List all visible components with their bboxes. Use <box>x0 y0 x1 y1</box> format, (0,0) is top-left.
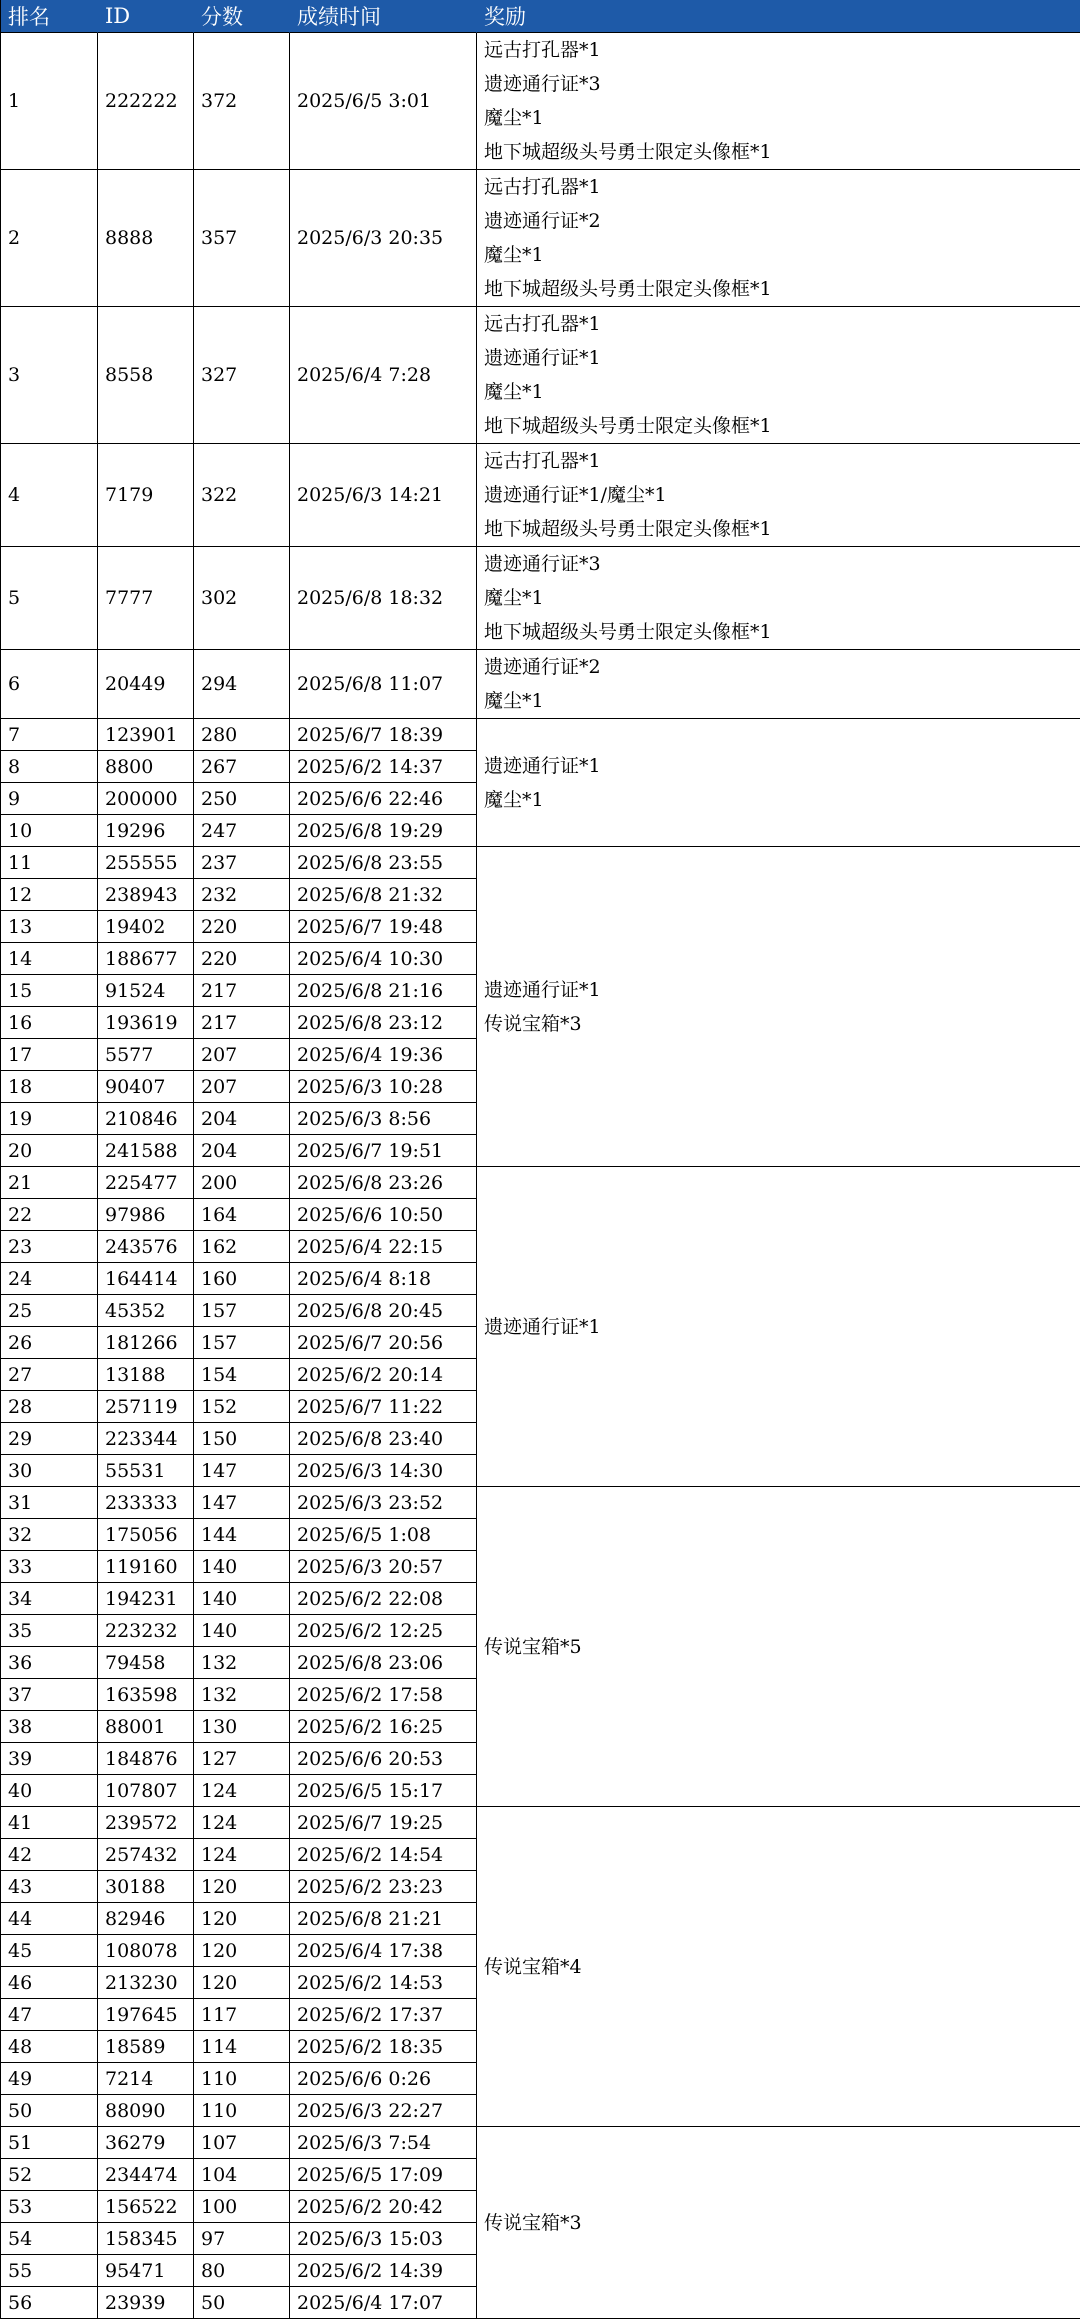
score-cell: 357 <box>194 170 290 307</box>
score-cell: 162 <box>194 1231 290 1263</box>
time-cell: 2025/6/2 14:39 <box>290 2255 477 2287</box>
id-cell: 243576 <box>98 1231 194 1263</box>
rank-cell: 48 <box>0 2031 98 2063</box>
rank-cell: 44 <box>0 1903 98 1935</box>
id-cell: 181266 <box>98 1327 194 1359</box>
score-cell: 120 <box>194 1871 290 1903</box>
id-cell: 163598 <box>98 1679 194 1711</box>
id-cell: 45352 <box>98 1295 194 1327</box>
id-cell: 188677 <box>98 943 194 975</box>
time-cell: 2025/6/3 10:28 <box>290 1071 477 1103</box>
time-cell: 2025/6/3 20:57 <box>290 1551 477 1583</box>
id-cell: 194231 <box>98 1583 194 1615</box>
score-cell: 152 <box>194 1391 290 1423</box>
id-cell: 8558 <box>98 307 194 444</box>
score-cell: 207 <box>194 1039 290 1071</box>
id-cell: 18589 <box>98 2031 194 2063</box>
time-cell: 2025/6/3 14:30 <box>290 1455 477 1487</box>
score-cell: 207 <box>194 1071 290 1103</box>
time-cell: 2025/6/7 19:48 <box>290 911 477 943</box>
reward-line: 魔尘*1 <box>484 788 544 811</box>
reward-line: 遗迹通行证*2 <box>484 210 601 232</box>
reward-line: 遗迹通行证*1 <box>484 978 601 1001</box>
id-cell: 19402 <box>98 911 194 943</box>
time-cell: 2025/6/8 23:06 <box>290 1647 477 1679</box>
reward-cell <box>477 1487 1080 1807</box>
id-cell: 13188 <box>98 1359 194 1391</box>
id-cell: 238943 <box>98 879 194 911</box>
id-cell: 158345 <box>98 2223 194 2255</box>
rank-cell: 41 <box>0 1807 98 1839</box>
id-cell: 8888 <box>98 170 194 307</box>
score-cell: 120 <box>194 1935 290 1967</box>
id-cell: 7214 <box>98 2063 194 2095</box>
id-cell: 222222 <box>98 33 194 170</box>
score-cell: 302 <box>194 547 290 650</box>
time-cell: 2025/6/2 12:25 <box>290 1615 477 1647</box>
time-cell: 2025/6/8 19:29 <box>290 815 477 847</box>
rank-cell: 46 <box>0 1967 98 1999</box>
rank-cell: 52 <box>0 2159 98 2191</box>
reward-line: 地下城超级头号勇士限定头像框*1 <box>484 141 772 163</box>
time-cell: 2025/6/6 10:50 <box>290 1199 477 1231</box>
id-cell: 223344 <box>98 1423 194 1455</box>
reward-line: 遗迹通行证*3 <box>484 553 601 575</box>
id-cell: 90407 <box>98 1071 194 1103</box>
time-cell: 2025/6/4 19:36 <box>290 1039 477 1071</box>
reward-cell <box>477 444 1080 547</box>
header-score: 分数 <box>194 0 290 33</box>
time-cell: 2025/6/8 21:32 <box>290 879 477 911</box>
time-cell: 2025/6/6 20:53 <box>290 1743 477 1775</box>
reward-line: 远古打孔器*1 <box>484 450 601 472</box>
score-cell: 150 <box>194 1423 290 1455</box>
time-cell: 2025/6/7 18:39 <box>290 719 477 751</box>
reward-line: 遗迹通行证*1 <box>484 347 601 369</box>
reward-line: 遗迹通行证*1 <box>484 754 601 777</box>
rank-cell: 39 <box>0 1743 98 1775</box>
reward-line: 遗迹通行证*1 <box>484 1315 601 1338</box>
score-cell: 147 <box>194 1487 290 1519</box>
reward-cell <box>477 650 1080 719</box>
reward-line: 魔尘*1 <box>484 587 544 609</box>
rank-cell: 38 <box>0 1711 98 1743</box>
rank-cell: 42 <box>0 1839 98 1871</box>
score-cell: 217 <box>194 975 290 1007</box>
id-cell: 30188 <box>98 1871 194 1903</box>
reward-cell <box>477 170 1080 307</box>
rank-cell: 14 <box>0 943 98 975</box>
rank-cell: 43 <box>0 1871 98 1903</box>
time-cell: 2025/6/8 18:32 <box>290 547 477 650</box>
time-cell: 2025/6/2 23:23 <box>290 1871 477 1903</box>
time-cell: 2025/6/7 19:51 <box>290 1135 477 1167</box>
id-cell: 82946 <box>98 1903 194 1935</box>
reward-cell <box>477 1167 1080 1487</box>
score-cell: 247 <box>194 815 290 847</box>
score-cell: 124 <box>194 1839 290 1871</box>
id-cell: 107807 <box>98 1775 194 1807</box>
time-cell: 2025/6/2 20:14 <box>290 1359 477 1391</box>
rank-cell: 17 <box>0 1039 98 1071</box>
reward-line: 遗迹通行证*1/魔尘*1 <box>484 484 667 506</box>
rank-cell: 8 <box>0 751 98 783</box>
time-cell: 2025/6/8 21:16 <box>290 975 477 1007</box>
score-cell: 267 <box>194 751 290 783</box>
score-cell: 204 <box>194 1135 290 1167</box>
reward-line: 地下城超级头号勇士限定头像框*1 <box>484 415 772 437</box>
score-cell: 217 <box>194 1007 290 1039</box>
rank-cell: 29 <box>0 1423 98 1455</box>
rank-cell: 13 <box>0 911 98 943</box>
time-cell: 2025/6/3 15:03 <box>290 2223 477 2255</box>
score-cell: 110 <box>194 2095 290 2127</box>
time-cell: 2025/6/8 11:07 <box>290 650 477 719</box>
id-cell: 8800 <box>98 751 194 783</box>
rank-cell: 7 <box>0 719 98 751</box>
reward-line: 远古打孔器*1 <box>484 313 601 335</box>
reward-cell <box>477 1807 1080 2127</box>
id-cell: 210846 <box>98 1103 194 1135</box>
score-cell: 164 <box>194 1199 290 1231</box>
time-cell: 2025/6/3 22:27 <box>290 2095 477 2127</box>
score-cell: 124 <box>194 1807 290 1839</box>
id-cell: 193619 <box>98 1007 194 1039</box>
rank-cell: 30 <box>0 1455 98 1487</box>
rank-cell: 15 <box>0 975 98 1007</box>
score-cell: 280 <box>194 719 290 751</box>
header-reward: 奖励 <box>477 0 1080 33</box>
time-cell: 2025/6/6 22:46 <box>290 783 477 815</box>
time-cell: 2025/6/2 14:37 <box>290 751 477 783</box>
id-cell: 257119 <box>98 1391 194 1423</box>
score-cell: 97 <box>194 2223 290 2255</box>
rank-cell: 28 <box>0 1391 98 1423</box>
rank-cell: 47 <box>0 1999 98 2031</box>
score-cell: 322 <box>194 444 290 547</box>
time-cell: 2025/6/8 20:45 <box>290 1295 477 1327</box>
reward-line: 地下城超级头号勇士限定头像框*1 <box>484 518 772 540</box>
rank-cell: 50 <box>0 2095 98 2127</box>
id-cell: 19296 <box>98 815 194 847</box>
id-cell: 20449 <box>98 650 194 719</box>
rank-cell: 22 <box>0 1199 98 1231</box>
reward-line: 传说宝箱*3 <box>484 2211 582 2234</box>
id-cell: 241588 <box>98 1135 194 1167</box>
id-cell: 255555 <box>98 847 194 879</box>
rank-cell: 26 <box>0 1327 98 1359</box>
time-cell: 2025/6/7 11:22 <box>290 1391 477 1423</box>
rank-cell: 36 <box>0 1647 98 1679</box>
id-cell: 197645 <box>98 1999 194 2031</box>
header-rank: 排名 <box>0 0 98 33</box>
id-cell: 79458 <box>98 1647 194 1679</box>
id-cell: 95471 <box>98 2255 194 2287</box>
reward-line: 魔尘*1 <box>484 381 544 403</box>
reward-cell <box>477 2127 1080 2319</box>
score-cell: 147 <box>194 1455 290 1487</box>
id-cell: 200000 <box>98 783 194 815</box>
time-cell: 2025/6/4 8:18 <box>290 1263 477 1295</box>
time-cell: 2025/6/5 17:09 <box>290 2159 477 2191</box>
id-cell: 55531 <box>98 1455 194 1487</box>
id-cell: 213230 <box>98 1967 194 1999</box>
id-cell: 36279 <box>98 2127 194 2159</box>
score-cell: 120 <box>194 1967 290 1999</box>
time-cell: 2025/6/2 14:53 <box>290 1967 477 1999</box>
time-cell: 2025/6/8 23:26 <box>290 1167 477 1199</box>
rank-cell: 53 <box>0 2191 98 2223</box>
rank-cell: 34 <box>0 1583 98 1615</box>
id-cell: 233333 <box>98 1487 194 1519</box>
time-cell: 2025/6/8 21:21 <box>290 1903 477 1935</box>
score-cell: 50 <box>194 2287 290 2319</box>
time-cell: 2025/6/8 23:55 <box>290 847 477 879</box>
rank-cell: 12 <box>0 879 98 911</box>
score-cell: 114 <box>194 2031 290 2063</box>
rank-cell: 10 <box>0 815 98 847</box>
id-cell: 123901 <box>98 719 194 751</box>
score-cell: 327 <box>194 307 290 444</box>
score-cell: 200 <box>194 1167 290 1199</box>
reward-line: 魔尘*1 <box>484 690 544 712</box>
reward-line: 魔尘*1 <box>484 107 544 129</box>
time-cell: 2025/6/2 14:54 <box>290 1839 477 1871</box>
rank-cell: 23 <box>0 1231 98 1263</box>
score-cell: 110 <box>194 2063 290 2095</box>
time-cell: 2025/6/3 14:21 <box>290 444 477 547</box>
time-cell: 2025/6/5 3:01 <box>290 33 477 170</box>
time-cell: 2025/6/7 20:56 <box>290 1327 477 1359</box>
id-cell: 239572 <box>98 1807 194 1839</box>
time-cell: 2025/6/4 22:15 <box>290 1231 477 1263</box>
score-cell: 124 <box>194 1775 290 1807</box>
score-cell: 132 <box>194 1647 290 1679</box>
score-cell: 107 <box>194 2127 290 2159</box>
score-cell: 154 <box>194 1359 290 1391</box>
time-cell: 2025/6/2 17:37 <box>290 1999 477 2031</box>
time-cell: 2025/6/3 7:54 <box>290 2127 477 2159</box>
rank-cell: 32 <box>0 1519 98 1551</box>
time-cell: 2025/6/4 17:07 <box>290 2287 477 2319</box>
rank-cell: 6 <box>0 650 98 719</box>
score-cell: 100 <box>194 2191 290 2223</box>
id-cell: 119160 <box>98 1551 194 1583</box>
score-cell: 127 <box>194 1743 290 1775</box>
time-cell: 2025/6/8 23:40 <box>290 1423 477 1455</box>
rank-cell: 20 <box>0 1135 98 1167</box>
rank-cell: 25 <box>0 1295 98 1327</box>
rank-cell: 21 <box>0 1167 98 1199</box>
score-cell: 232 <box>194 879 290 911</box>
score-cell: 294 <box>194 650 290 719</box>
rank-cell: 1 <box>0 33 98 170</box>
id-cell: 97986 <box>98 1199 194 1231</box>
score-cell: 80 <box>194 2255 290 2287</box>
rank-cell: 33 <box>0 1551 98 1583</box>
id-cell: 88090 <box>98 2095 194 2127</box>
time-cell: 2025/6/4 7:28 <box>290 307 477 444</box>
rank-cell: 31 <box>0 1487 98 1519</box>
id-cell: 164414 <box>98 1263 194 1295</box>
reward-cell <box>477 307 1080 444</box>
score-cell: 117 <box>194 1999 290 2031</box>
rank-cell: 2 <box>0 170 98 307</box>
id-cell: 234474 <box>98 2159 194 2191</box>
time-cell: 2025/6/2 20:42 <box>290 2191 477 2223</box>
rank-cell: 4 <box>0 444 98 547</box>
id-cell: 91524 <box>98 975 194 1007</box>
score-cell: 220 <box>194 943 290 975</box>
time-cell: 2025/6/3 8:56 <box>290 1103 477 1135</box>
rank-cell: 54 <box>0 2223 98 2255</box>
score-cell: 120 <box>194 1903 290 1935</box>
score-cell: 104 <box>194 2159 290 2191</box>
id-cell: 23939 <box>98 2287 194 2319</box>
score-cell: 220 <box>194 911 290 943</box>
time-cell: 2025/6/5 15:17 <box>290 1775 477 1807</box>
rank-cell: 5 <box>0 547 98 650</box>
reward-line: 地下城超级头号勇士限定头像框*1 <box>484 278 772 300</box>
rank-cell: 24 <box>0 1263 98 1295</box>
id-cell: 225477 <box>98 1167 194 1199</box>
id-cell: 88001 <box>98 1711 194 1743</box>
reward-line: 远古打孔器*1 <box>484 39 601 61</box>
rank-cell: 3 <box>0 307 98 444</box>
rank-cell: 16 <box>0 1007 98 1039</box>
time-cell: 2025/6/2 17:58 <box>290 1679 477 1711</box>
rank-cell: 51 <box>0 2127 98 2159</box>
time-cell: 2025/6/4 17:38 <box>290 1935 477 1967</box>
id-cell: 223232 <box>98 1615 194 1647</box>
score-cell: 140 <box>194 1615 290 1647</box>
reward-line: 远古打孔器*1 <box>484 176 601 198</box>
score-cell: 250 <box>194 783 290 815</box>
reward-line: 传说宝箱*5 <box>484 1635 582 1658</box>
id-cell: 257432 <box>98 1839 194 1871</box>
score-cell: 204 <box>194 1103 290 1135</box>
score-cell: 157 <box>194 1295 290 1327</box>
reward-line: 地下城超级头号勇士限定头像框*1 <box>484 621 772 643</box>
time-cell: 2025/6/2 22:08 <box>290 1583 477 1615</box>
rank-cell: 11 <box>0 847 98 879</box>
rank-cell: 19 <box>0 1103 98 1135</box>
rank-cell: 55 <box>0 2255 98 2287</box>
rank-cell: 9 <box>0 783 98 815</box>
time-cell: 2025/6/4 10:30 <box>290 943 477 975</box>
score-cell: 130 <box>194 1711 290 1743</box>
id-cell: 7179 <box>98 444 194 547</box>
time-cell: 2025/6/3 20:35 <box>290 170 477 307</box>
id-cell: 7777 <box>98 547 194 650</box>
id-cell: 156522 <box>98 2191 194 2223</box>
rank-cell: 40 <box>0 1775 98 1807</box>
rank-cell: 56 <box>0 2287 98 2319</box>
time-cell: 2025/6/6 0:26 <box>290 2063 477 2095</box>
reward-cell <box>477 719 1080 847</box>
reward-line: 遗迹通行证*3 <box>484 73 601 95</box>
rank-cell: 45 <box>0 1935 98 1967</box>
reward-line: 传说宝箱*3 <box>484 1012 582 1035</box>
id-cell: 108078 <box>98 1935 194 1967</box>
score-cell: 372 <box>194 33 290 170</box>
rank-cell: 27 <box>0 1359 98 1391</box>
score-cell: 237 <box>194 847 290 879</box>
score-cell: 144 <box>194 1519 290 1551</box>
score-cell: 132 <box>194 1679 290 1711</box>
score-cell: 160 <box>194 1263 290 1295</box>
id-cell: 5577 <box>98 1039 194 1071</box>
reward-line: 遗迹通行证*2 <box>484 656 601 678</box>
rank-cell: 35 <box>0 1615 98 1647</box>
score-cell: 140 <box>194 1583 290 1615</box>
reward-cell <box>477 33 1080 170</box>
id-cell: 175056 <box>98 1519 194 1551</box>
header-time: 成绩时间 <box>290 0 477 33</box>
time-cell: 2025/6/5 1:08 <box>290 1519 477 1551</box>
time-cell: 2025/6/2 18:35 <box>290 2031 477 2063</box>
time-cell: 2025/6/7 19:25 <box>290 1807 477 1839</box>
rank-cell: 18 <box>0 1071 98 1103</box>
rank-cell: 37 <box>0 1679 98 1711</box>
reward-cell <box>477 847 1080 1167</box>
reward-line: 传说宝箱*4 <box>484 1955 582 1978</box>
rank-cell: 49 <box>0 2063 98 2095</box>
id-cell: 184876 <box>98 1743 194 1775</box>
reward-line: 魔尘*1 <box>484 244 544 266</box>
reward-cell <box>477 547 1080 650</box>
score-cell: 157 <box>194 1327 290 1359</box>
time-cell: 2025/6/2 16:25 <box>290 1711 477 1743</box>
header-id: ID <box>98 0 194 33</box>
time-cell: 2025/6/3 23:52 <box>290 1487 477 1519</box>
score-cell: 140 <box>194 1551 290 1583</box>
time-cell: 2025/6/8 23:12 <box>290 1007 477 1039</box>
